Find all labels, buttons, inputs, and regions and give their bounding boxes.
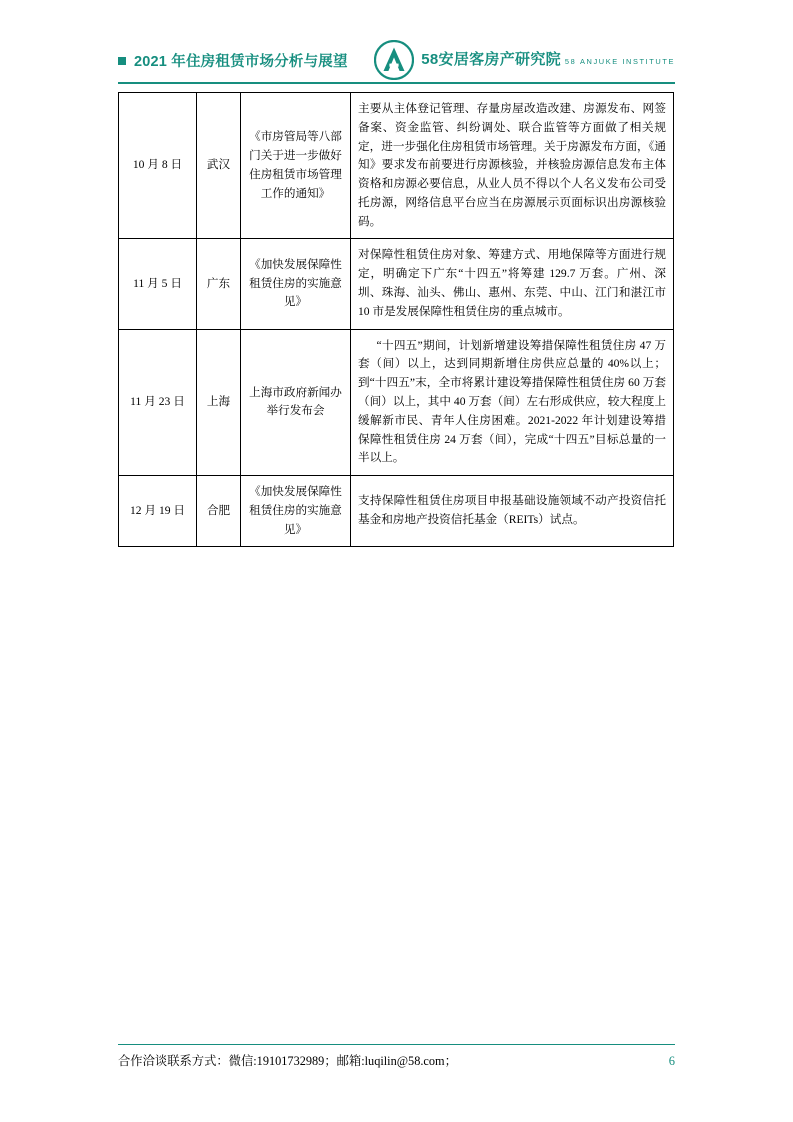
page-footer	[118, 1044, 675, 1072]
cell-date: 11 月 5 日	[119, 239, 197, 329]
cell-description: 支持保障性租赁住房项目申报基础设施领域不动产投资信托基金和房地产投资信托基金（REITs）试点。	[351, 476, 674, 547]
cell-city: 合肥	[197, 476, 241, 547]
cell-document: 《加快发展保障性租赁住房的实施意见》	[241, 239, 351, 329]
page-number: 6	[668, 1054, 675, 1068]
cell-description: 主要从主体登记管理、存量房屋改造改建、房源发布、网签备案、资金监管、纠纷调处、联合监管等方面做了相关规定，进一步强化住房租赁市场管理。关于房源发布方面，《通知》要求发布前要进行房源核验，并核验房源信息发布主体资格和房源必要信息，从业人员不得以个人名义发布公司受托房源，网络信息平台应当在房源展示页面标识出房源核验码。	[351, 93, 674, 239]
cell-date: 12 月 19 日	[119, 476, 197, 547]
cell-city: 广东	[197, 239, 241, 329]
cell-city: 武汉	[197, 93, 241, 239]
table-row	[119, 476, 674, 547]
policy-table-container	[118, 92, 674, 547]
header-title-text: 2021 年住房租赁市场分析与展望	[134, 54, 348, 70]
footer-contact-text: 合作洽谈联系方式：微信:19101732989；邮箱:luqilin@58.com；	[118, 1054, 457, 1068]
logo-name-en: 58 ANJUKE INSTITUTE	[564, 56, 675, 66]
cell-description: “十四五”期间，计划新增建设筹措保障性租赁住房 47 万套（间）以上，达到同期新增住房供应总量的 40%以上；到“十四五”末，全市将累计建设筹措保障性租赁住房 60 万套（间）以上，其中 40 万套（间）左右形成供应，较大程度上缓解新市民、青年人住房困难。2021-2022 年计划建设筹措保障性租赁住房 24 万套（间），完成“十四五”目标总量的一半以上。	[351, 329, 674, 475]
cell-description: 对保障性租赁住房对象、筹建方式、用地保障等方面进行规定，明确定下广东“十四五”将筹建 129.7 万套。广州、深圳、珠海、汕头、佛山、惠州、东莞、中山、江门和湛江市 10 市是发展保障性租赁住房的重点城市。	[351, 239, 674, 329]
logo-name-cn: 58安居客房产研究院	[421, 50, 561, 68]
cell-document: 《市房管局等八部门关于进一步做好住房租赁市场管理工作的通知》	[241, 93, 351, 239]
page-header	[0, 40, 793, 88]
policy-table	[118, 92, 674, 547]
cell-document: 上海市政府新闻办举行发布会	[241, 329, 351, 475]
brand-logo	[374, 40, 675, 80]
cell-date: 11 月 23 日	[119, 329, 197, 475]
footer-divider	[118, 1044, 675, 1045]
cell-document: 《加快发展保障性租赁住房的实施意见》	[241, 476, 351, 547]
table-row	[119, 329, 674, 475]
cell-date: 10 月 8 日	[119, 93, 197, 239]
table-row	[119, 93, 674, 239]
header-title	[118, 40, 348, 71]
cell-city: 上海	[197, 329, 241, 475]
table-row	[119, 239, 674, 329]
header-divider	[118, 82, 675, 84]
anjuke-a-logo-icon	[374, 40, 414, 80]
square-bullet-icon	[118, 57, 126, 65]
